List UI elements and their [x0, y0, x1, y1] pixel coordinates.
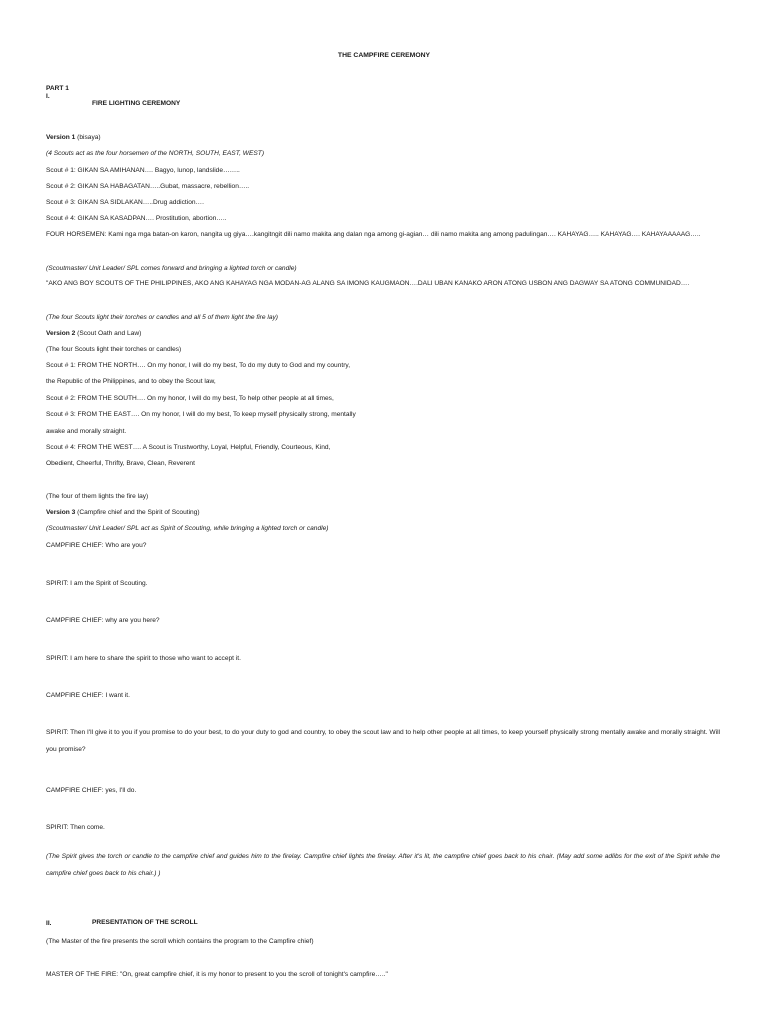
version-2-sub: (Scout Oath and Law) [75, 330, 142, 337]
dialogue-line-7: CAMPFIRE CHIEF: yes, I'll do. [46, 787, 137, 794]
dialogue-line-3: CAMPFIRE CHIEF: why are you here? [46, 617, 160, 624]
version-2-note: (The four Scouts light their torches or candles) [46, 346, 182, 353]
scout-4-line: Scout # 4: GIKAN SA KASADPAN…. Prostitution, abortion….. [46, 215, 227, 222]
version-3-label: Version 3 [46, 509, 76, 516]
version-2-line-1: Scout # 1: FROM THE NORTH…. On my honor, I will do my best, To do my duty to God and my country, [46, 362, 351, 369]
dialogue-line-5: CAMPFIRE CHIEF: I want it. [46, 692, 130, 699]
version-2-line-5: awake and morally straight. [46, 428, 127, 435]
version-2-heading [46, 329, 141, 338]
version-2-line-3: Scout # 2: FROM THE SOUTH…. On my honor, I will do my best, To help other people at all times, [46, 395, 334, 402]
scout-2-line: Scout # 2: GIKAN SA HABAGATAN…..Gubat, massacre, rebellion….. [46, 183, 250, 190]
page-title: THE CAMPFIRE CEREMONY [337, 52, 431, 59]
version-1-sub: (bisaya) [75, 134, 101, 141]
version-3-heading [46, 508, 200, 517]
version-1-quote: "AKO ANG BOY SCOUTS OF THE PHILIPPINES, AKO ANG KAHAYAG NGA MODAN-AG ALANG SA IMONG KAUGMAON….DALI UBAN KANAKO ARON ATONG USBON ANG DAGWAY SA ATONG COMMUNIDAD…. [46, 280, 690, 287]
dialogue-line-8: SPIRIT: Then come. [46, 824, 105, 831]
version-3-sub: (Campfire chief and the Spirit of Scouting) [75, 509, 200, 516]
version-1-note-3: (The four Scouts light their torches or candles and all 5 of them light the fire lay) [46, 314, 278, 321]
section-2-note: (The Master of the fire presents the scroll which contains the program to the Campfire chief) [46, 938, 314, 945]
dialogue-line-2: SPIRIT: I am the Spirit of Scouting. [46, 580, 148, 587]
version-1-heading [46, 133, 101, 142]
section-2-heading: PRESENTATION OF THE SCROLL [92, 919, 198, 926]
version-3-note: (Scoutmaster/ Unit Leader/ SPL act as Spirit of Scouting, while bringing a lighted torch or candle) [46, 525, 329, 532]
scout-3-line: Scout # 3: GIKAN SA SIDLAKAN…..Drug addiction…. [46, 199, 204, 206]
version-1-note: (4 Scouts act as the four horsemen of the NORTH, SOUTH, EAST, WEST) [46, 150, 265, 157]
dialogue-line-4: SPIRIT: I am here to share the spirit to those who want to accept it. [46, 655, 241, 662]
version-1-note-2: (Scoutmaster/ Unit Leader/ SPL comes forward and bringing a lighted torch or candle) [46, 265, 297, 272]
dialogue-line-6: SPIRIT: Then I'll give it to you if you promise to do your best, to do your duty to god and country, to obey the scout law and to help other people at all times, to keep yourself physically strong mentally awake and morally straight. Will you promise? [46, 729, 720, 753]
dialogue-stage-direction: (The Spirit gives the torch or candle to the campfire chief and guides him to the firelay. Campfire chief lights the firelay. After it's lit, the campfire chief goes back to his chair. (May add some adlibs for the exit of the Spirit while the campfire chief goes back to his chair.) ) [46, 853, 720, 877]
part-label: PART 1 [46, 85, 69, 92]
version-2-line-4: Scout # 3: FROM THE EAST…. On my honor, I will do my best, To keep myself physically strong, mentally [46, 411, 356, 418]
section-2-line: MASTER OF THE FIRE: "On, great campfire chief, it is my honor to present to you the scroll of tonight's campfire….." [46, 971, 388, 978]
version-1-label: Version 1 [46, 134, 76, 141]
section-2-number: II. [46, 920, 52, 927]
section-number: I. [46, 93, 50, 100]
version-2-label: Version 2 [46, 330, 76, 337]
four-horsemen-line: FOUR HORSEMEN: Kami nga mga batan-on karon, nangita ug giya….kangitngit dili namo makita ang dalan nga among gi-agian… dili namo makita ang among padulingan…. KAHAYAG….. KAHAYAG…. KAHAYAAAAAG….. [46, 231, 701, 238]
version-2-line-8: (The four of them lights the fire lay) [46, 493, 149, 500]
version-2-line-2: the Republic of the Philippines, and to obey the Scout law, [46, 378, 216, 385]
scout-1-line: Scout # 1: GIKAN SA AMIHANAN…. Bagyo, lunop, landslide…….. [46, 167, 240, 174]
dialogue-line-1: CAMPFIRE CHIEF: Who are you? [46, 542, 147, 549]
version-2-line-6: Scout # 4: FROM THE WEST…. A Scout is Trustworthy, Loyal, Helpful, Friendly, Courteous, Kind, [46, 444, 331, 451]
section-heading: FIRE LIGHTING CEREMONY [92, 100, 181, 107]
version-2-line-7: Obedient, Cheerful, Thrifty, Brave, Clean, Reverent [46, 460, 195, 467]
